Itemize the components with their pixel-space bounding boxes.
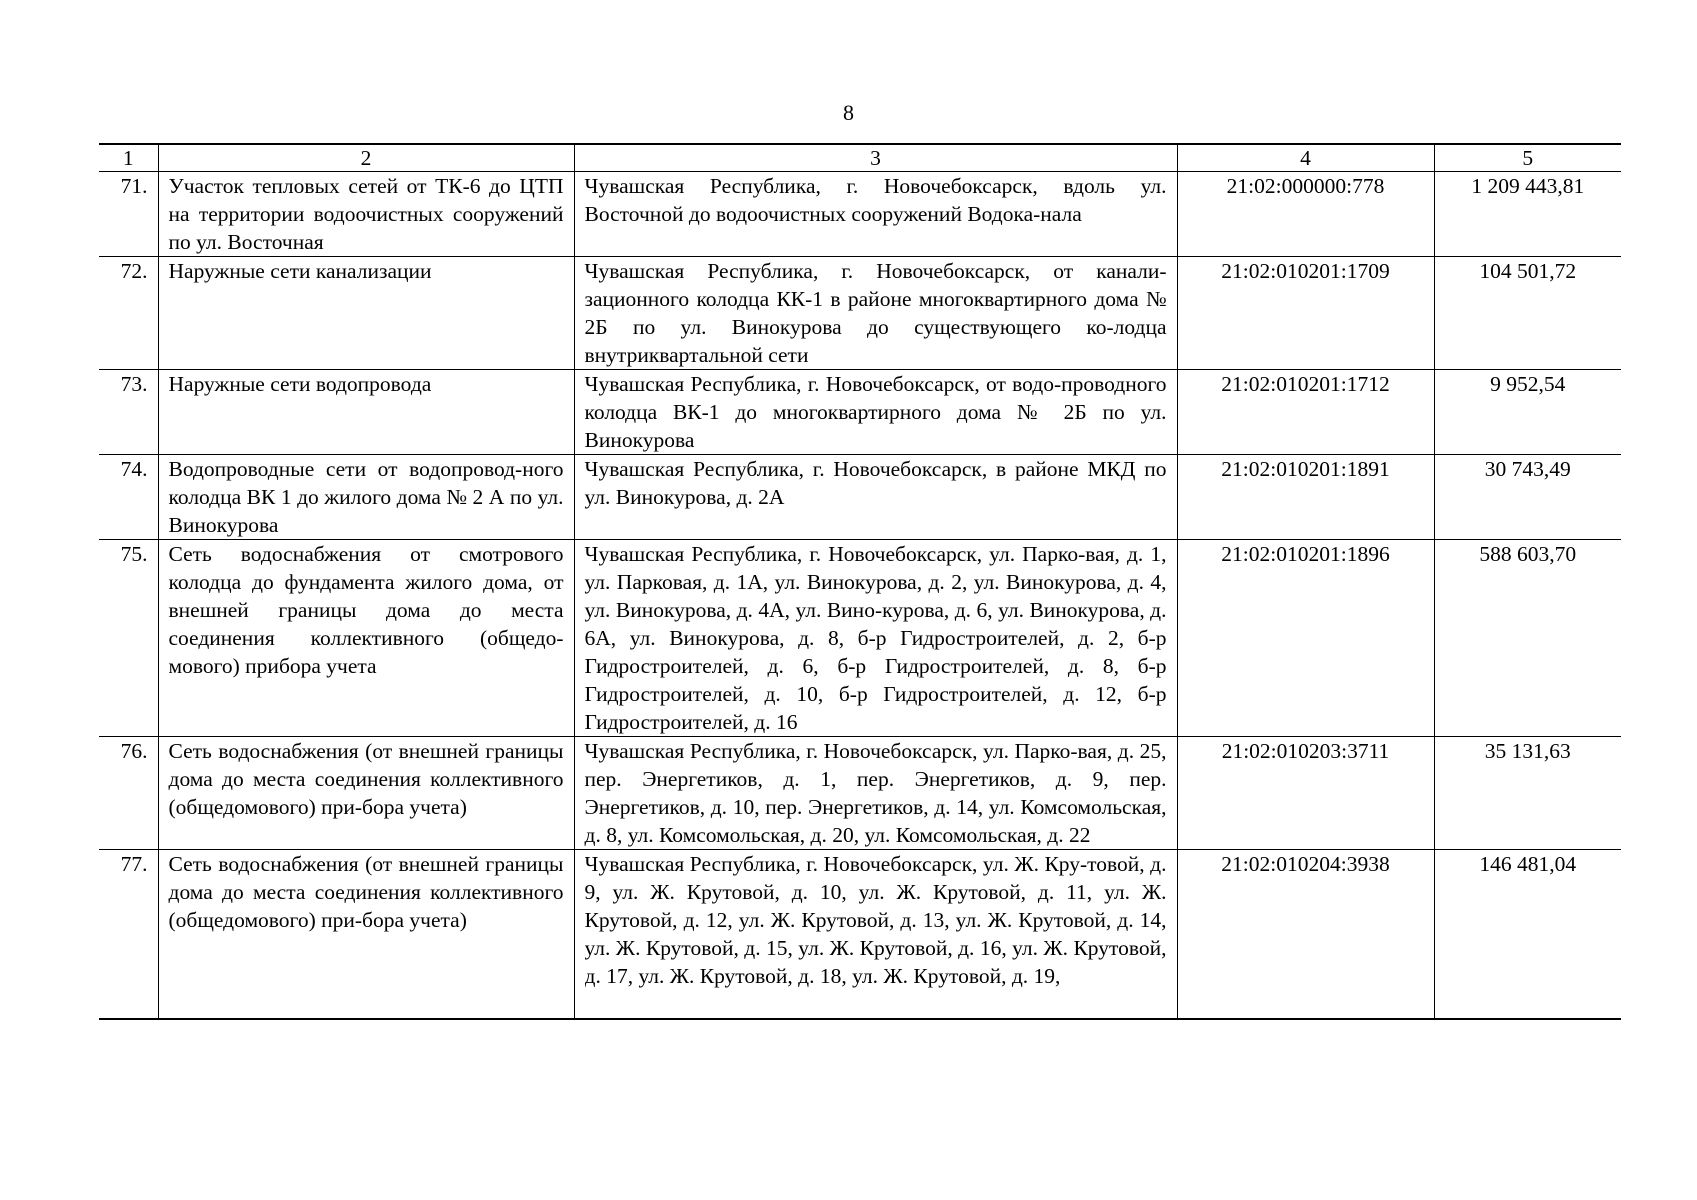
column-number-4: 4 [1177,144,1434,172]
object-address: Чувашская Республика, г. Новочебоксарск, вдоль ул. Восточной до водоочистных сооружений Водока-нала [574,172,1177,257]
object-address: Чувашская Республика, г. Новочебоксарск, от канали-зационного колодца КК-1 в районе многоквартирного дома № 2Б по ул. Винокурова до существующего ко-лодца внутриквартальной сети [574,257,1177,370]
cadastral-number: 21:02:010201:1712 [1177,370,1434,455]
object-value: 146 481,04 [1434,850,1621,1020]
table-row [99,172,1621,257]
object-name: Сеть водоснабжения от смотрового колодца до фундамента жилого дома, от внешней границы дома до места соединения коллективного (общедо-мового) прибора учета [158,540,574,737]
cadastral-number: 21:02:010203:3711 [1177,737,1434,850]
table-row [99,370,1621,455]
table-row [99,540,1621,737]
row-number: 73. [99,370,158,455]
table-row [99,257,1621,370]
cadastral-number: 21:02:010204:3938 [1177,850,1434,1020]
property-registry-table [99,143,1621,1020]
object-value: 1 209 443,81 [1434,172,1621,257]
row-number: 75. [99,540,158,737]
object-name: Водопроводные сети от водопровод-ного колодца ВК 1 до жилого дома № 2 А по ул. Винокурова [158,455,574,540]
column-number-2: 2 [158,144,574,172]
object-name: Наружные сети канализации [158,257,574,370]
row-number: 74. [99,455,158,540]
object-value: 35 131,63 [1434,737,1621,850]
table-row [99,850,1621,1020]
object-name: Сеть водоснабжения (от внешней границы дома до места соединения коллективного (общедомового) при-бора учета) [158,850,574,1020]
object-name: Наружные сети водопровода [158,370,574,455]
object-name: Участок тепловых сетей от ТК-6 до ЦТП на территории водоочистных сооружений по ул. Восточная [158,172,574,257]
column-number-5: 5 [1434,144,1621,172]
row-number: 71. [99,172,158,257]
object-address: Чувашская Республика, г. Новочебоксарск, ул. Парко-вая, д. 1, ул. Парковая, д. 1А, ул. Винокурова, д. 2, ул. Винокурова, д. 4, ул. Винокурова, д. 4А, ул. Вино-курова, д. 6, ул. Винокурова, д. 6А, ул. Винокурова, д. 8, б-р Гидростроителей, д. 2, б-р Гидростроителей, д. 6, б-р Гидростроителей, д. 8, б-р Гидростроителей, д. 10, б-р Гидростроителей, д. 12, б-р Гидростроителей, д. 16 [574,540,1177,737]
object-address: Чувашская Республика, г. Новочебоксарск, от водо-проводного колодца ВК-1 до многоквартирного дома № 2Б по ул. Винокурова [574,370,1177,455]
object-value: 30 743,49 [1434,455,1621,540]
column-number-1: 1 [99,144,158,172]
object-address: Чувашская Республика, г. Новочебоксарск, в районе МКД по ул. Винокурова, д. 2А [574,455,1177,540]
table-row [99,737,1621,850]
cadastral-number: 21:02:010201:1709 [1177,257,1434,370]
cadastral-number: 21:02:000000:778 [1177,172,1434,257]
object-name: Сеть водоснабжения (от внешней границы дома до места соединения коллективного (общедомового) при-бора учета) [158,737,574,850]
cadastral-number: 21:02:010201:1896 [1177,540,1434,737]
cadastral-number: 21:02:010201:1891 [1177,455,1434,540]
object-value: 588 603,70 [1434,540,1621,737]
column-number-3: 3 [574,144,1177,172]
object-value: 104 501,72 [1434,257,1621,370]
column-number-header-row [99,144,1621,172]
object-address-cell [574,850,1177,1020]
object-address: Чувашская Республика, г. Новочебоксарск, ул. Парко-вая, д. 25, пер. Энергетиков, д. 1, пер. Энергетиков, д. 9, пер. Энергетиков, д. 10, пер. Энергетиков, д. 14, ул. Комсомольская, д. 8, ул. Комсомольская, д. 20, ул. Комсомольская, д. 22 [574,737,1177,850]
row-number: 72. [99,257,158,370]
table-row [99,455,1621,540]
object-address: Чувашская Республика, г. Новочебоксарск, ул. Ж. Кру-товой, д. 9, ул. Ж. Крутовой, д. 10, ул. Ж. Крутовой, д. 11, ул. Ж. Крутовой, д. 12, ул. Ж. Крутовой, д. 13, ул. Ж. Крутовой, д. 14, ул. Ж. Крутовой, д. 15, ул. Ж. Крутовой, д. 16, ул. Ж. Крутовой, д. 17, ул. Ж. Крутовой, д. 18, ул. Ж. Крутовой, д. 19, [584,852,1167,988]
page-number: 8 [843,100,854,125]
row-number: 76. [99,737,158,850]
row-number: 77. [99,850,158,1020]
object-value: 9 952,54 [1434,370,1621,455]
